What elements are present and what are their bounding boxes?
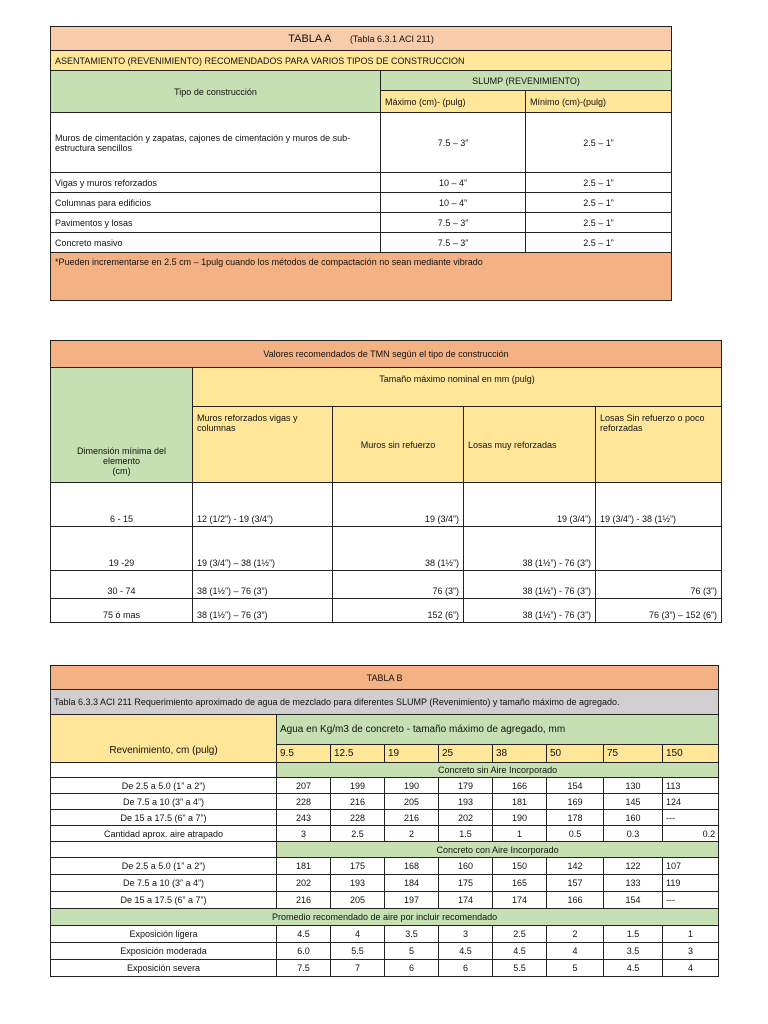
value-cell: 119 bbox=[663, 875, 719, 892]
tabla-a bbox=[50, 26, 672, 301]
value-cell: 216 bbox=[385, 810, 439, 826]
sin-aire-header: Concreto sin Aire Incorporado bbox=[277, 763, 719, 778]
value-cell: 152 (6”) bbox=[333, 599, 464, 623]
value-cell: 160 bbox=[439, 858, 493, 875]
value-cell: 0.2 bbox=[663, 826, 719, 842]
value-cell: 5 bbox=[547, 960, 604, 977]
value-cell: 5.5 bbox=[331, 943, 385, 960]
value-cell: 38 (1½”) – 76 (3”) bbox=[193, 599, 333, 623]
table-row bbox=[51, 826, 719, 842]
value-cell: 166 bbox=[547, 892, 604, 909]
col-revenimiento: Revenimiento, cm (pulg) bbox=[51, 715, 277, 763]
value-cell: 216 bbox=[277, 892, 331, 909]
row-label: De 7.5 a 10 (3” a 4”) bbox=[51, 794, 277, 810]
min-cell: 2.5 – 1” bbox=[526, 233, 672, 253]
tipo-cell: Concreto masivo bbox=[51, 233, 381, 253]
table-row bbox=[51, 943, 719, 960]
value-cell: 154 bbox=[547, 778, 604, 794]
value-cell: 19 (3/4”) bbox=[464, 483, 596, 527]
value-cell: 181 bbox=[493, 794, 547, 810]
size-cell: 38 bbox=[493, 745, 547, 763]
value-cell: 6 bbox=[439, 960, 493, 977]
tabla-a-subtitle: ASENTAMIENTO (REVENIMIENTO) RECOMENDADOS PARA VARIOS TIPOS DE CONSTRUCCION bbox=[51, 51, 672, 71]
min-cell: 2.5 – 1” bbox=[526, 113, 672, 173]
value-cell: 7 bbox=[331, 960, 385, 977]
value-cell: 4.5 bbox=[493, 943, 547, 960]
value-cell: 4.5 bbox=[439, 943, 493, 960]
value-cell: 174 bbox=[439, 892, 493, 909]
value-cell: 207 bbox=[277, 778, 331, 794]
value-cell: 130 bbox=[604, 778, 663, 794]
value-cell: 1 bbox=[663, 926, 719, 943]
value-cell: 4.5 bbox=[277, 926, 331, 943]
table-row bbox=[51, 527, 722, 571]
value-cell: 38 (1½”) – 76 (3”) bbox=[193, 571, 333, 599]
size-cell: 19 bbox=[385, 745, 439, 763]
max-cell: 10 – 4” bbox=[381, 173, 526, 193]
tabla-a-title: TABLA A bbox=[288, 32, 332, 45]
value-cell: 38 (1½”) - 76 (3”) bbox=[464, 599, 596, 623]
tipo-cell: Muros de cimentación y zapatas, cajones de cimentación y muros de sub-estructura sencillos bbox=[51, 113, 381, 173]
max-cell: 7.5 – 3” bbox=[381, 213, 526, 233]
value-cell: 243 bbox=[277, 810, 331, 826]
header-tamano: Tamaño máximo nominal en mm (pulg) bbox=[193, 368, 722, 407]
value-cell: 193 bbox=[331, 875, 385, 892]
tabla-a-note: *Pueden incrementarse en 2.5 cm – 1pulg cuando los métodos de compactación no sean mediante vibrado bbox=[51, 253, 672, 301]
table-row bbox=[51, 778, 719, 794]
value-cell: 19 (3/4”) – 38 (1½”) bbox=[193, 527, 333, 571]
col-muros-reforzados: Muros reforzados vigas y columnas bbox=[193, 407, 333, 483]
value-cell: 1 bbox=[493, 826, 547, 842]
col-tipo-construccion: Tipo de construcción bbox=[51, 71, 381, 113]
tipo-cell: Columnas para edificios bbox=[51, 193, 381, 213]
tabla-b bbox=[50, 665, 719, 977]
agua-header: Agua en Kg/m3 de concreto - tamaño máximo de agregado, mm bbox=[277, 715, 719, 745]
table-row bbox=[51, 960, 719, 977]
value-cell: 3 bbox=[663, 943, 719, 960]
value-cell: 1.5 bbox=[439, 826, 493, 842]
value-cell: 142 bbox=[547, 858, 604, 875]
table-row bbox=[51, 571, 722, 599]
value-cell: 179 bbox=[439, 778, 493, 794]
table-row bbox=[51, 858, 719, 875]
value-cell: 107 bbox=[663, 858, 719, 875]
value-cell: 3.5 bbox=[604, 943, 663, 960]
value-cell: 202 bbox=[277, 875, 331, 892]
value-cell: 3 bbox=[439, 926, 493, 943]
row-label: De 15 a 17.5 (6” a 7”) bbox=[51, 810, 277, 826]
row-label: De 2.5 a 5.0 (1” a 2”) bbox=[51, 778, 277, 794]
value-cell: 181 bbox=[277, 858, 331, 875]
col-muros-sin-refuerzo: Muros sin refuerzo bbox=[333, 407, 464, 483]
size-cell: 150 bbox=[663, 745, 719, 763]
value-cell: --- bbox=[663, 892, 719, 909]
value-cell: 4 bbox=[547, 943, 604, 960]
value-cell: 228 bbox=[277, 794, 331, 810]
size-cell: 50 bbox=[547, 745, 604, 763]
table-row bbox=[51, 794, 719, 810]
value-cell: 2 bbox=[385, 826, 439, 842]
col-dimension-unit: (cm) bbox=[112, 466, 131, 476]
table-row bbox=[51, 599, 722, 623]
size-cell: 12.5 bbox=[331, 745, 385, 763]
col-minimo: Mínimo (cm)-(pulg) bbox=[526, 91, 672, 113]
min-cell: 2.5 – 1” bbox=[526, 213, 672, 233]
value-cell: 5.5 bbox=[493, 960, 547, 977]
value-cell: 122 bbox=[604, 858, 663, 875]
dim-cell: 75 ó mas bbox=[51, 599, 193, 623]
table-row bbox=[51, 810, 719, 826]
value-cell: 4 bbox=[663, 960, 719, 977]
value-cell: 184 bbox=[385, 875, 439, 892]
row-label: De 7.5 a 10 (3” a 4”) bbox=[51, 875, 277, 892]
value-cell: 38 (1½”) - 76 (3”) bbox=[464, 571, 596, 599]
table-row bbox=[51, 173, 672, 193]
row-label: De 15 a 17.5 (6” a 7”) bbox=[51, 892, 277, 909]
tabla-b-subtitle: Tabla 6.3.3 ACI 211 Requerimiento aproximado de agua de mezclado para diferentes SLUMP (Revenimiento) y tamaño máximo de agregado. bbox=[51, 690, 719, 715]
col-dimension bbox=[51, 368, 193, 483]
value-cell: 4.5 bbox=[604, 960, 663, 977]
value-cell: 154 bbox=[604, 892, 663, 909]
value-cell: 160 bbox=[604, 810, 663, 826]
row-label: Exposición ligera bbox=[51, 926, 277, 943]
max-cell: 10 – 4” bbox=[381, 193, 526, 213]
dim-cell: 19 -29 bbox=[51, 527, 193, 571]
value-cell: 205 bbox=[331, 892, 385, 909]
size-cell: 25 bbox=[439, 745, 493, 763]
value-cell: 175 bbox=[331, 858, 385, 875]
value-cell: 19 (3/4”) - 38 (1½”) bbox=[596, 483, 722, 527]
row-label: Exposición severa bbox=[51, 960, 277, 977]
value-cell: 157 bbox=[547, 875, 604, 892]
value-cell: 193 bbox=[439, 794, 493, 810]
value-cell: 197 bbox=[385, 892, 439, 909]
value-cell: 174 bbox=[493, 892, 547, 909]
value-cell: 76 (3”) bbox=[596, 571, 722, 599]
table-row bbox=[51, 892, 719, 909]
value-cell: 165 bbox=[493, 875, 547, 892]
value-cell: 145 bbox=[604, 794, 663, 810]
value-cell: 38 (1½”) - 76 (3”) bbox=[464, 527, 596, 571]
value-cell: 0.3 bbox=[604, 826, 663, 842]
value-cell: 175 bbox=[439, 875, 493, 892]
value-cell: 3.5 bbox=[385, 926, 439, 943]
con-aire-header: Concreto con Aire Incorporado bbox=[277, 842, 719, 858]
row-label: De 2.5 a 5.0 (1” a 2”) bbox=[51, 858, 277, 875]
row-label: Exposición moderada bbox=[51, 943, 277, 960]
value-cell: 2 bbox=[547, 926, 604, 943]
value-cell: 113 bbox=[663, 778, 719, 794]
value-cell: 6 bbox=[385, 960, 439, 977]
value-cell: 0.5 bbox=[547, 826, 604, 842]
size-cell: 9.5 bbox=[277, 745, 331, 763]
min-cell: 2.5 – 1” bbox=[526, 173, 672, 193]
value-cell: 190 bbox=[493, 810, 547, 826]
value-cell: 199 bbox=[331, 778, 385, 794]
tipo-cell: Pavimentos y losas bbox=[51, 213, 381, 233]
tabla-a-ref: (Tabla 6.3.1 ACI 211) bbox=[349, 33, 434, 44]
value-cell: 124 bbox=[663, 794, 719, 810]
value-cell: 205 bbox=[385, 794, 439, 810]
table-row bbox=[51, 213, 672, 233]
value-cell: 133 bbox=[604, 875, 663, 892]
value-cell: 178 bbox=[547, 810, 604, 826]
promedio-header: Promedio recomendado de aire por incluir recomendado bbox=[51, 909, 719, 926]
col-losas-muy-reforzadas: Losas muy reforzadas bbox=[464, 407, 596, 483]
value-cell: 202 bbox=[439, 810, 493, 826]
max-cell: 7.5 – 3” bbox=[381, 113, 526, 173]
value-cell: 228 bbox=[331, 810, 385, 826]
col-losas-sin-refuerzo: Losas Sin refuerzo o poco reforzadas bbox=[596, 407, 722, 483]
value-cell: 166 bbox=[493, 778, 547, 794]
tabla-b-title: TABLA B bbox=[51, 666, 719, 690]
tabla-tmn bbox=[50, 340, 722, 623]
row-label: Cantidad aprox. aire atrapado bbox=[51, 826, 277, 842]
value-cell bbox=[596, 527, 722, 571]
value-cell: 3 bbox=[277, 826, 331, 842]
value-cell: 190 bbox=[385, 778, 439, 794]
value-cell: 38 (1½”) bbox=[333, 527, 464, 571]
value-cell: 76 (3”) – 152 (6”) bbox=[596, 599, 722, 623]
value-cell: 2.5 bbox=[493, 926, 547, 943]
value-cell: 169 bbox=[547, 794, 604, 810]
dim-cell: 6 - 15 bbox=[51, 483, 193, 527]
table-row bbox=[51, 926, 719, 943]
table-row bbox=[51, 483, 722, 527]
col-maximo: Máximo (cm)- (pulg) bbox=[381, 91, 526, 113]
value-cell: 2.5 bbox=[331, 826, 385, 842]
value-cell: 216 bbox=[331, 794, 385, 810]
col-slump: SLUMP (REVENIMIENTO) bbox=[381, 71, 672, 91]
value-cell: 76 (3”) bbox=[333, 571, 464, 599]
dim-cell: 30 - 74 bbox=[51, 571, 193, 599]
tipo-cell: Vigas y muros reforzados bbox=[51, 173, 381, 193]
value-cell: 150 bbox=[493, 858, 547, 875]
table-row bbox=[51, 113, 672, 173]
table-row bbox=[51, 193, 672, 213]
value-cell: 19 (3/4”) bbox=[333, 483, 464, 527]
value-cell: 4 bbox=[331, 926, 385, 943]
value-cell: 6.0 bbox=[277, 943, 331, 960]
value-cell: 5 bbox=[385, 943, 439, 960]
value-cell: --- bbox=[663, 810, 719, 826]
col-dimension-label: Dimensión mínima del elemento bbox=[76, 446, 167, 466]
value-cell: 12 (1/2”) - 19 (3/4”) bbox=[193, 483, 333, 527]
table-row bbox=[51, 233, 672, 253]
value-cell: 7.5 bbox=[277, 960, 331, 977]
value-cell: 168 bbox=[385, 858, 439, 875]
min-cell: 2.5 – 1” bbox=[526, 193, 672, 213]
table-row bbox=[51, 875, 719, 892]
tabla-a-title-cell bbox=[51, 27, 672, 51]
value-cell: 1.5 bbox=[604, 926, 663, 943]
tabla-tmn-title: Valores recomendados de TMN según el tipo de construcción bbox=[51, 341, 722, 368]
max-cell: 7.5 – 3” bbox=[381, 233, 526, 253]
size-cell: 75 bbox=[604, 745, 663, 763]
